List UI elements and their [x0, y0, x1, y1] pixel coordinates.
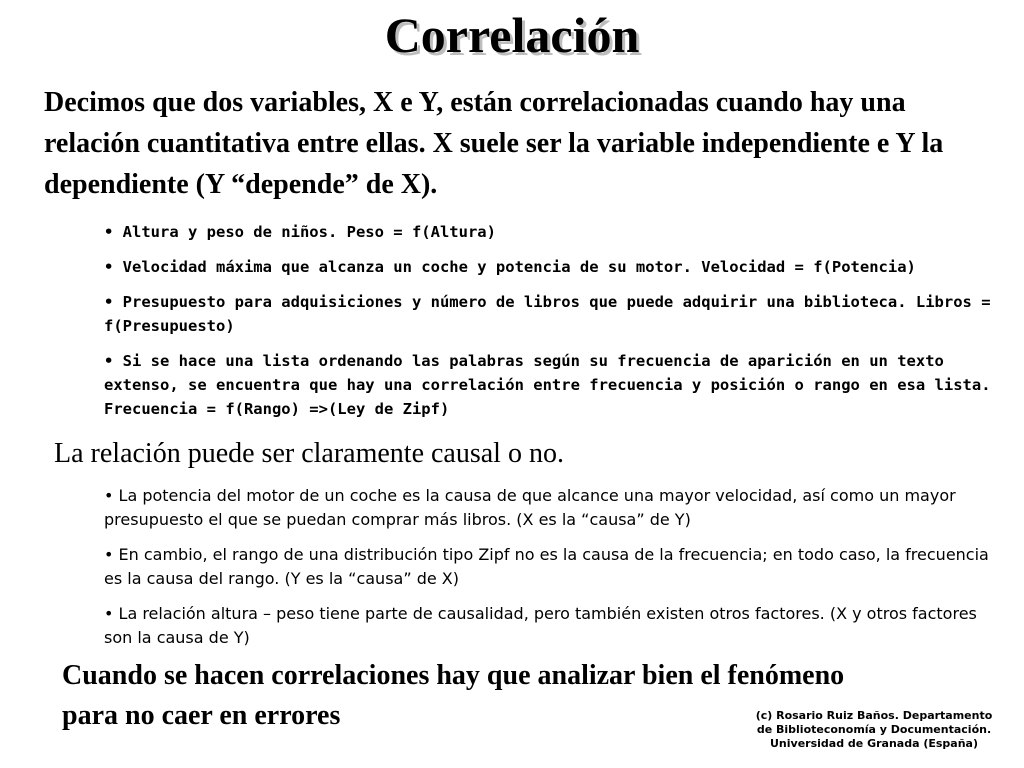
example-item-height-weight: • Altura y peso de niños. Peso = f(Altura)	[104, 223, 496, 241]
copyright-credit	[744, 709, 1004, 751]
example-item-zipf: • Si se hace una lista ordenando las palabras según su frecuencia de aparición en un texto extenso, se encuentra que hay una correlación entre frecuencia y posición o rango en esa lista. Frecuencia = f(Rango) =>(Ley de Zipf)	[104, 352, 991, 418]
slide-title: Correlación	[384, 7, 640, 63]
causal-heading: La relación puede ser claramente causal o no.	[54, 438, 564, 469]
causal-item-zipf: • En cambio, el rango de una distribución tipo Zipf no es la causa de la frecuencia; en todo caso, la frecuencia es la causa del rango. (Y es la “causa” de X)	[104, 545, 989, 588]
intro-paragraph: Decimos que dos variables, X e Y, están correlacionadas cuando hay una relación cuantitativa entre ellas. X suele ser la variable independiente e Y la dependiente (Y “depende” de X).	[44, 87, 944, 200]
causal-item-height-weight: • La relación altura – peso tiene parte de causalidad, pero también existen otros factores. (X y otros factores son la causa de Y)	[104, 604, 977, 647]
conclusion-text: Cuando se hacen correlaciones hay que analizar bien el fenómeno para no caer en errores	[62, 660, 845, 731]
causal-list	[104, 484, 992, 650]
examples-list	[104, 220, 992, 421]
credit-line-university: Universidad de Granada (España)	[770, 737, 978, 750]
credit-line-author: (c) Rosario Ruiz Baños. Departamento	[755, 709, 993, 722]
example-item-speed-power: • Velocidad máxima que alcanza un coche y potencia de su motor. Velocidad = f(Potencia)	[104, 258, 916, 276]
credit-line-department: de Biblioteconomía y Documentación.	[756, 723, 992, 736]
causal-item-motor: • La potencia del motor de un coche es la causa de que alcance una mayor velocidad, así como un mayor presupuesto el que se puedan comprar más libros. (X es la “causa” de Y)	[104, 486, 956, 529]
example-item-budget-books: • Presupuesto para adquisiciones y número de libros que puede adquirir una biblioteca. Libros = f(Presupuesto)	[104, 293, 991, 335]
